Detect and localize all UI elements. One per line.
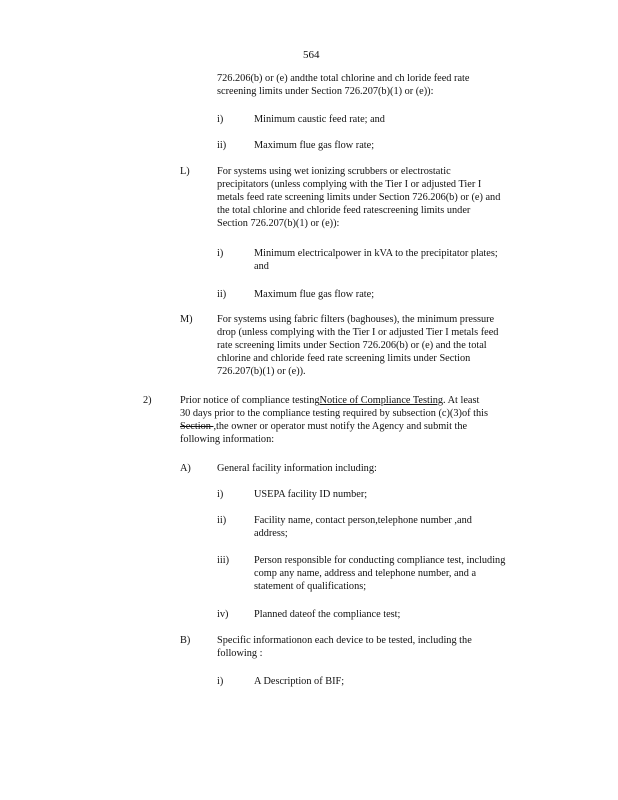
k-item-i-label: i): [217, 114, 224, 125]
a-item-iii-text: [254, 554, 544, 593]
section-b-line: following :: [217, 648, 263, 659]
b-item-i-text: A Description of BIF;: [254, 676, 345, 687]
a-item-iv-label: iv): [217, 609, 229, 620]
section-l-line: the total chlorine and chloride feed ratescreening limits under: [217, 205, 471, 216]
a-item-ii-label: ii): [217, 515, 227, 526]
section-m-label: M): [180, 314, 193, 325]
page-number: 564: [303, 49, 320, 61]
l-item-i-label: i): [217, 248, 224, 259]
b-item-i-label: i): [217, 676, 224, 687]
intro-line-2: screening limits under Section 726.207(b)(1) or (e)):: [217, 86, 434, 97]
a-item-iii-label: iii): [217, 555, 230, 566]
section-l-label: L): [180, 166, 190, 177]
section-l-line: metals feed rate screening limits under Section 726.206(b) or (e) and: [217, 192, 501, 203]
section-m-line: For systems using fabric filters (baghouses), the minimum pressure: [217, 314, 495, 325]
k-item-ii-text: Maximum flue gas flow rate;: [254, 140, 375, 151]
a-item-iii-line: Person responsible for conducting compliance test, including: [254, 555, 506, 566]
item-2-text-c: ,the owner or operator must notify the Agency and submit the: [213, 421, 468, 432]
intro-line-1: 726.206(b) or (e) andthe total chlorine and ch loride feed rate: [217, 73, 470, 84]
section-l-paragraph: [217, 165, 545, 230]
a-item-iii-line: comp any name, address and telephone number, and a: [254, 568, 477, 579]
a-item-i-text: USEPA facility ID number;: [254, 489, 368, 500]
inserted-text: Notice of Compliance Testing: [319, 395, 444, 406]
deleted-text: Section: [180, 421, 214, 432]
k-item-i-text: Minimum caustic feed rate; and: [254, 114, 385, 125]
intro-paragraph: [217, 72, 545, 98]
l-item-i-line: and: [254, 261, 269, 272]
section-m-line: drop (unless complying with the Tier I or adjusted Tier I metals feed: [217, 327, 499, 338]
a-item-ii-line: address;: [254, 528, 288, 539]
section-m-line: 726.207(b)(1) or (e)).: [217, 366, 306, 377]
item-2-line-4: following information:: [180, 434, 275, 445]
a-item-iii-line: statement of qualifications;: [254, 581, 367, 592]
l-item-ii-text: Maximum flue gas flow rate;: [254, 289, 375, 300]
section-b-paragraph: [217, 634, 545, 660]
section-a-label: A): [180, 463, 191, 474]
section-m-line: rate screening limits under Section 726.206(b) or (e) and the total: [217, 340, 487, 351]
item-2-line-3: [180, 420, 545, 433]
l-item-ii-label: ii): [217, 289, 227, 300]
a-item-ii-line: Facility name, contact person,telephone number ,and: [254, 515, 472, 526]
l-item-i-text: [254, 247, 544, 273]
k-item-ii-label: ii): [217, 140, 227, 151]
a-item-ii-text: [254, 514, 544, 540]
section-b-line: Specific informationon each device to be tested, including the: [217, 635, 472, 646]
section-l-line: For systems using wet ionizing scrubbers or electrostatic: [217, 166, 451, 177]
l-item-i-line: Minimum electricalpower in kVA to the precipitator plates;: [254, 248, 498, 259]
a-item-iv-text: Planned dateof the compliance test;: [254, 609, 401, 620]
item-2-line-1: [180, 394, 545, 407]
item-2-label: 2): [143, 395, 152, 406]
section-b-label: B): [180, 635, 191, 646]
section-m-paragraph: [217, 313, 545, 378]
item-2-line-2: 30 days prior to the compliance testing required by subsection (c)(3)of this: [180, 408, 488, 419]
a-item-i-label: i): [217, 489, 224, 500]
section-m-line: chlorine and chloride feed rate screening limits under Section: [217, 353, 471, 364]
item-2-text-a: Prior notice of compliance testing: [180, 395, 320, 406]
item-2-text-b: . At least: [443, 395, 480, 406]
section-a-text: General facility information including:: [217, 463, 377, 474]
section-l-line: precipitators (unless complying with the Tier I or adjusted Tier I: [217, 179, 482, 190]
item-2-paragraph: [180, 394, 545, 446]
section-l-line: Section 726.207(b)(1) or (e)):: [217, 218, 340, 229]
